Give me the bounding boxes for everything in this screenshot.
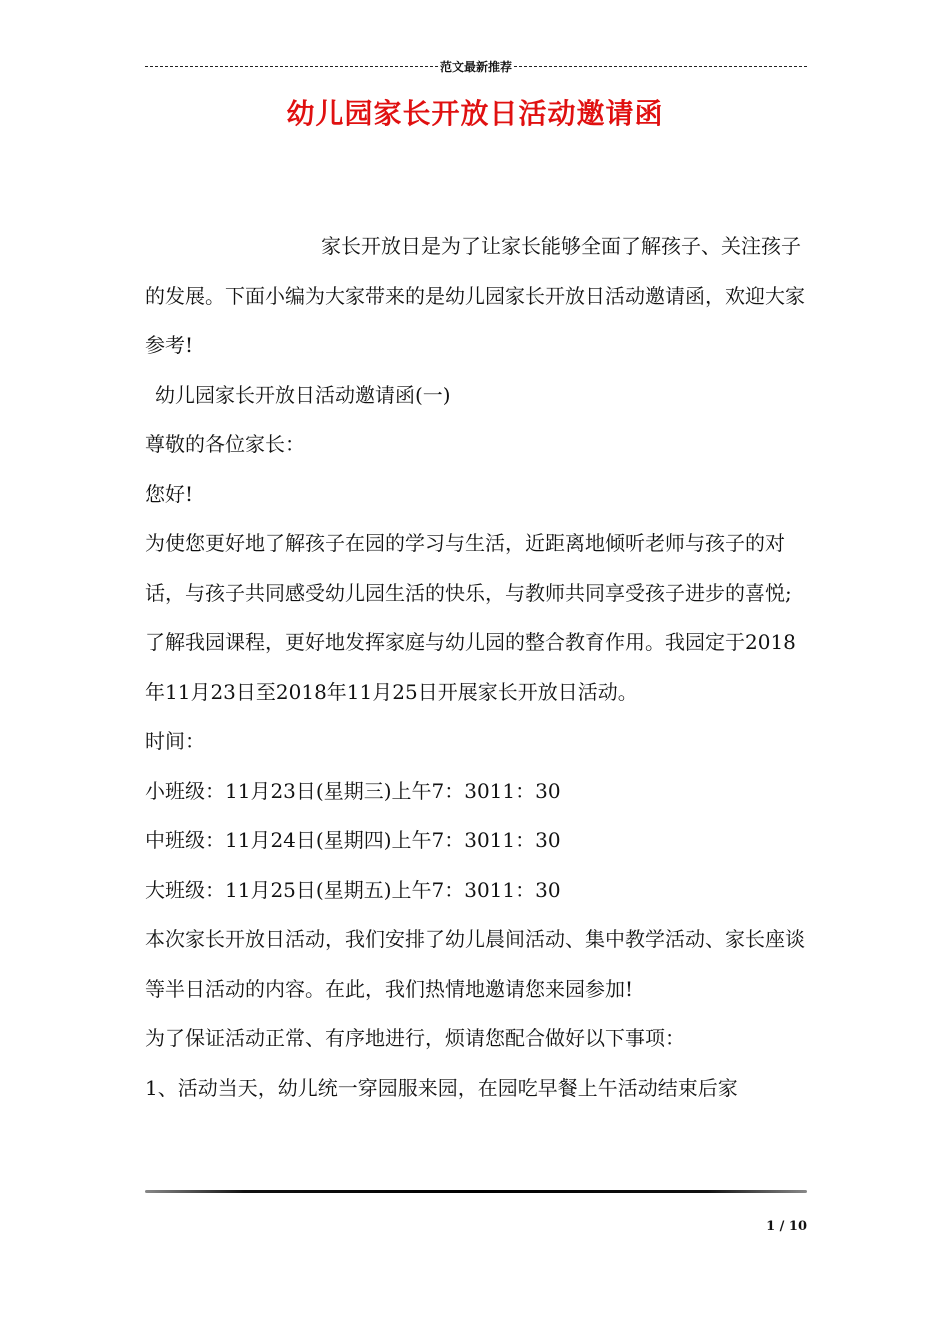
footer-divider bbox=[145, 1190, 807, 1193]
header-dash-right bbox=[514, 66, 807, 67]
greeting: 您好! bbox=[145, 481, 194, 506]
body-paragraph: 为使您更好地了解孩子在园的学习与生活，近距离地倾听老师与孩子的对话，与孩子共同感受幼儿园生活的快乐，与教师共同享受孩子进步的喜悦;了解我园课程，更好地发挥家庭与幼儿园的整合教育作用。我园定于2018年11月23日至2018年11月25日开展家长开放日活动。 bbox=[145, 531, 796, 704]
time-heading: 时间： bbox=[145, 729, 205, 753]
document-body bbox=[145, 222, 807, 1113]
header-label: 范文最新推荐 bbox=[440, 60, 513, 74]
list-item: 1、活动当天，幼儿统一穿园服来园，在园吃早餐上午活动结束后家 bbox=[145, 1075, 738, 1100]
salutation: 尊敬的各位家长： bbox=[145, 432, 305, 456]
body-paragraph: 本次家长开放日活动，我们安排了幼儿晨间活动、集中教学活动、家长座谈等半日活动的内容。在此，我们热情地邀请您来园参加! bbox=[145, 927, 805, 1001]
section-heading: 幼儿园家长开放日活动邀请函(一) bbox=[155, 382, 451, 407]
intro-paragraph: 家长开放日是为了让家长能够全面了解孩子、关注孩子的发展。下面小编为大家带来的是幼儿园家长开放日活动邀请函，欢迎大家参考! bbox=[145, 234, 805, 357]
schedule-small-class: 小班级：11月23日(星期三)上午7：3011：30 bbox=[145, 778, 561, 803]
document-title: 幼儿园家长开放日活动邀请函 bbox=[286, 97, 664, 130]
page-header bbox=[145, 58, 807, 75]
schedule-large-class: 大班级：11月25日(星期五)上午7：3011：30 bbox=[145, 877, 561, 902]
schedule-middle-class: 中班级：11月24日(星期四)上午7：3011：30 bbox=[145, 828, 561, 852]
body-paragraph: 为了保证活动正常、有序地进行，烦请您配合做好以下事项： bbox=[145, 1026, 685, 1050]
page-number: 1 / 10 bbox=[766, 1219, 807, 1234]
header-dash-left bbox=[145, 66, 438, 67]
